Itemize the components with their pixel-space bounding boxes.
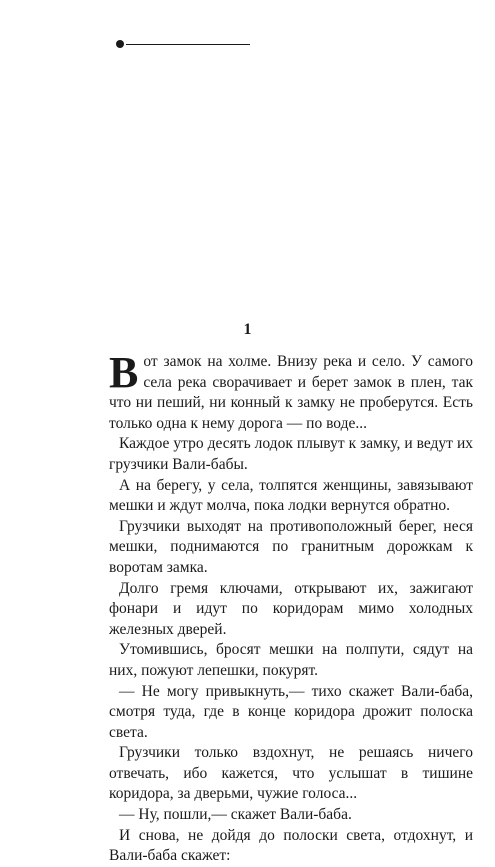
paragraph: Долго гремя ключами, открывают их, зажигают фонари и идут по коридорам мимо холодных железных дверей. bbox=[109, 579, 473, 638]
paragraph-text: от замок на холме. Внизу река и село. У самого села река сворачивает и берет замок в плен, так что ни пеший, ни конный к замку не проберутся. Есть только одна к нему дорога — по воде... bbox=[109, 353, 473, 432]
drop-cap: В bbox=[109, 348, 139, 397]
paragraph: А на берегу, у села, толпятся женщины, завязывают мешки и ждут молча, пока лодки вернутся обратно. bbox=[109, 476, 473, 515]
paragraph: Грузчики только вздохнут, не решаясь ничего отвечать, ибо кажется, что услышат в тишине коридора, за дверьми, чужие голоса... bbox=[109, 744, 473, 803]
chapter-ornament bbox=[116, 40, 252, 48]
paragraph: — Не могу привыкнуть,— тихо скажет Вали-баба, смотря туда, где в конце коридора дрожит полоска света. bbox=[109, 682, 473, 741]
paragraph: И снова, не дойдя до полоски света, отдохнут, и Вали-баба скажет: bbox=[109, 826, 473, 865]
paragraph: Грузчики выходят на противоположный берег, неся мешки, поднимаются по гранитным дорожкам к воротам замка. bbox=[109, 517, 473, 576]
ornament-rule bbox=[126, 44, 250, 45]
chapter-number: 1 bbox=[243, 321, 252, 338]
paragraph: Утомившись, бросят мешки на полпути, сядут на них, пожуют лепешки, покурят. bbox=[109, 641, 473, 679]
ornament-dot-icon bbox=[116, 40, 124, 48]
paragraph: — Ну, пошли,— скажет Вали-баба. bbox=[119, 806, 352, 824]
paragraph: Каждое утро десять лодок плывут к замку, и ведут их грузчики Вали-бабы. bbox=[109, 435, 473, 473]
paragraph bbox=[109, 348, 473, 434]
body-text bbox=[109, 348, 473, 867]
